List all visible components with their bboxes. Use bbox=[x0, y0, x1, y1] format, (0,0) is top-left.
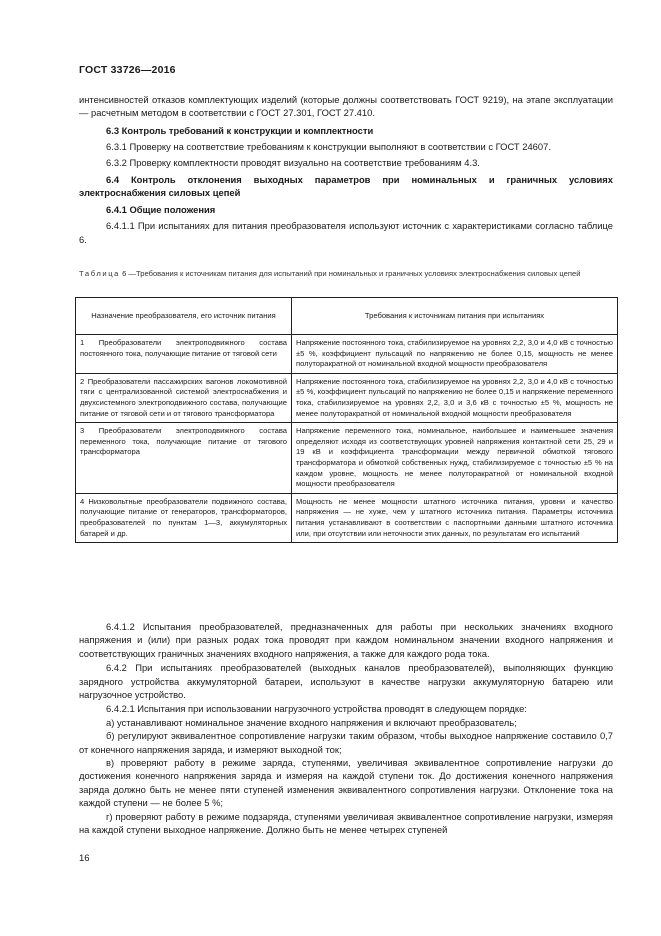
table-row bbox=[76, 423, 618, 494]
table-row bbox=[76, 335, 618, 374]
table-cell-requirements: Мощность не менее мощности штатного источника питания, уровни и качество напряжения — не хуже, чем у штатного источника питания. Параметры источника питания устанавливают в соответствии с паспортными данными штатного источника или, при отсутствии или неточности этих данных, по результатам его испытаний bbox=[292, 493, 618, 542]
table-row bbox=[76, 493, 618, 542]
body-top bbox=[79, 93, 613, 246]
section-heading-6-4-1: 6.4.1 Общие положения bbox=[106, 203, 216, 215]
table-caption-label: Таблица bbox=[79, 269, 120, 278]
paragraph-6-4-2: 6.4.2 При испытаниях преобразователей (выходных каналов преобразователей), выполняющих функцию зарядного устройства аккумуляторной батареи, используют в качестве нагрузки аккумуляторную батарею или нагрузочное устройство. bbox=[79, 662, 613, 701]
table-header-purpose: Назначение преобразователя, его источник питания bbox=[76, 298, 292, 335]
table-header-requirements: Требования к источникам питания при испытаниях bbox=[292, 298, 618, 335]
table-cell-purpose: 3 Преобразователи электроподвижного состава переменного тока, получающие питание от тягового трансформатора bbox=[76, 423, 292, 494]
table-row bbox=[76, 373, 618, 422]
paragraph-continuation: интенсивностей отказов комплектующих изделий (которые должны соответствовать ГОСТ 9219), на этапе эксплуатации — расчетным методом в соответствии с ГОСТ 27.301, ГОСТ 27.410. bbox=[79, 94, 613, 119]
table-caption-text: 6 —Требования к источникам питания для испытаний при номинальных и граничных условиях электроснабжения силовых цепей bbox=[119, 269, 581, 278]
table-cell-requirements: Напряжение постоянного тока, стабилизируемое на уровнях 2,2, 3,0 и 4,0 кВ с точностью ±5 %, коэффициент пульсаций по напряжению не более 0,15, мощность не менее полуторакратной от номинальной входной мощности преобразователя bbox=[292, 335, 618, 374]
page-number: 16 bbox=[79, 853, 90, 864]
table-cell-requirements: Напряжение постоянного тока, стабилизируемое на уровнях 2,2, 3,0 и 4,0 кВ с точностью ±5 %, коэффициент пульсаций по напряжению не более 0,15 и напряжение переменного тока, стабилизируемое на уровнях 2,2, 3,0 и 3,6 кВ с точностью ±5 %, мощность не менее полуторакратной от номинальной входной мощности преобразователя bbox=[292, 373, 618, 422]
paragraph-6-3-2: 6.3.2 Проверку комплектности проводят визуально на соответствие требованиям 4.3. bbox=[106, 156, 480, 168]
paragraph-6-4-1-2: 6.4.1.2 Испытания преобразователей, предназначенных для работы при нескольких значениях входного напряжения и (или) при разных родах тока проводят при каждом номинальном значении входного напряжения и соответствующих граничных значениях входного напряжения, а также для каждого рода тока. bbox=[79, 621, 613, 659]
list-item-g: г) проверяют работу в режиме подзаряда, ступенями увеличивая эквивалентное сопротивление нагрузки, измеряя на каждой ступени выходное напряжение. Должно быть не менее четырех ступеней bbox=[79, 810, 613, 836]
section-heading-6-4: 6.4 Контроль отклонения выходных параметров при номинальных и граничных условиях электроснабжения силовых цепей bbox=[79, 174, 613, 199]
table-header-row bbox=[76, 298, 618, 335]
list-item-a: а) устанавливают номинальное значение входного напряжения и включают преобразователь; bbox=[106, 716, 517, 728]
list-item-v: в) проверяют работу в режиме заряда, ступенями, увеличивая эквивалентное сопротивление нагрузки до достижения конечного напряжения заряда и измеряя на каждой ступени ток. До достижения конечного напряжения заряда должно быть не менее пяти ступеней изменения эквивалентного сопротивления нагрузки. Отклонение тока на каждой ступени — не более 5 %; bbox=[79, 757, 613, 809]
table-caption bbox=[79, 268, 617, 279]
paragraph-6-4-1-1: 6.4.1.1 При испытаниях для питания преобразователя используют источник с характеристиками согласно таблице 6. bbox=[79, 220, 613, 245]
paragraph-6-3-1: 6.3.1 Проверку на соответствие требованиям к конструкции выполняют в соответствии с ГОСТ 24607. bbox=[106, 141, 551, 153]
table-cell-purpose: 4 Низковольтные преобразователи подвижного состава, получающие питание от генераторов, трансформаторов, преобразователей по пунктам 1—3, аккумуляторных батарей и др. bbox=[76, 493, 292, 542]
section-heading-6-3: 6.3 Контроль требований к конструкции и комплектности bbox=[106, 124, 374, 136]
requirements-table-wrap bbox=[75, 297, 618, 543]
requirements-table bbox=[75, 297, 618, 543]
table-cell-purpose: 1 Преобразователи электроподвижного состава постоянного тока, получающие питание от тяговой сети bbox=[76, 335, 292, 374]
document-header: ГОСТ 33726—2016 bbox=[79, 64, 176, 76]
list-item-b: б) регулируют эквивалентное сопротивление нагрузки таким образом, чтобы выходное напряжение составило 0,7 от конечного напряжения заряда, и измеряют выходной ток; bbox=[79, 730, 613, 755]
table-cell-requirements: Напряжение переменного тока, номинальное, наибольшее и наименьшее значения определяют исходя из соответствующих уровней напряжения контактной сети 25, 29 и 19 кВ и коэффициента трансформации между первичной обмоткой тягового трансформатора и обмоткой собственных нужд, стабилизируемое с точностью ±5 % на каждом уровне, мощность не менее полуторакратной от номинальной входной мощности преобразователя bbox=[292, 423, 618, 494]
paragraph-6-4-2-1: 6.4.2.1 Испытания при использовании нагрузочного устройства проводят в следующем порядке: bbox=[106, 703, 527, 715]
body-bottom bbox=[79, 620, 613, 837]
table-cell-purpose: 2 Преобразователи пассажирских вагонов локомотивной тяги с централизованной системой электроснабжения и двухсистемного электроподвижного состава, получающие питание от тяговой сети и от тягового трансформатора bbox=[76, 373, 292, 422]
